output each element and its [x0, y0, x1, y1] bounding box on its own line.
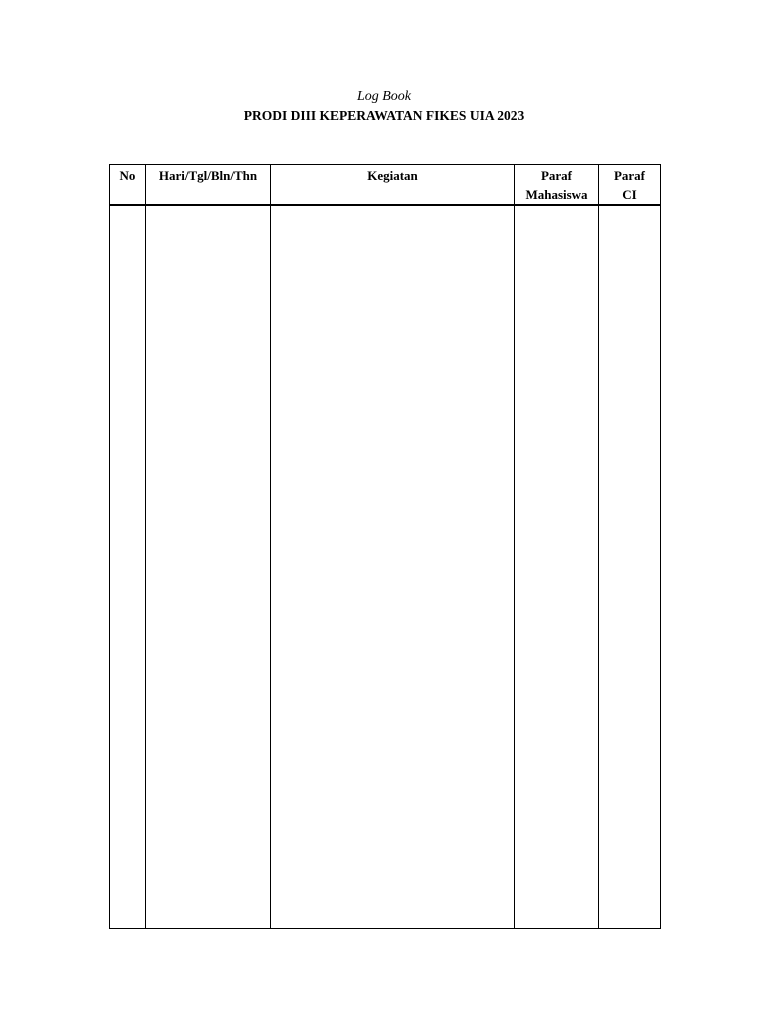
table-header-row	[110, 165, 661, 206]
cell-activity[interactable]	[271, 205, 515, 929]
header-student-signature	[515, 165, 599, 206]
header-student-signature-line1: Paraf	[540, 168, 573, 183]
table-row	[110, 205, 661, 929]
header-ci-signature-line2: CI	[622, 187, 637, 202]
header-activity-label: Kegiatan	[367, 168, 418, 183]
header-no	[110, 165, 146, 206]
cell-student-signature[interactable]	[515, 205, 599, 929]
header-no-label: No	[119, 168, 136, 183]
header-ci-signature	[599, 165, 661, 206]
document-subtitle: Log Book	[356, 89, 412, 104]
header-date	[146, 165, 271, 206]
cell-ci-signature[interactable]	[599, 205, 661, 929]
document-title: PRODI DIII KEPERAWATAN FIKES UIA 2023	[243, 108, 525, 123]
header-activity	[271, 165, 515, 206]
cell-no[interactable]	[110, 205, 146, 929]
logbook-table	[109, 164, 661, 929]
header-ci-signature-line1: Paraf	[613, 168, 646, 183]
header-student-signature-line2: Mahasiswa	[525, 187, 588, 202]
cell-date[interactable]	[146, 205, 271, 929]
header-date-label: Hari/Tgl/Bln/Thn	[158, 168, 258, 183]
